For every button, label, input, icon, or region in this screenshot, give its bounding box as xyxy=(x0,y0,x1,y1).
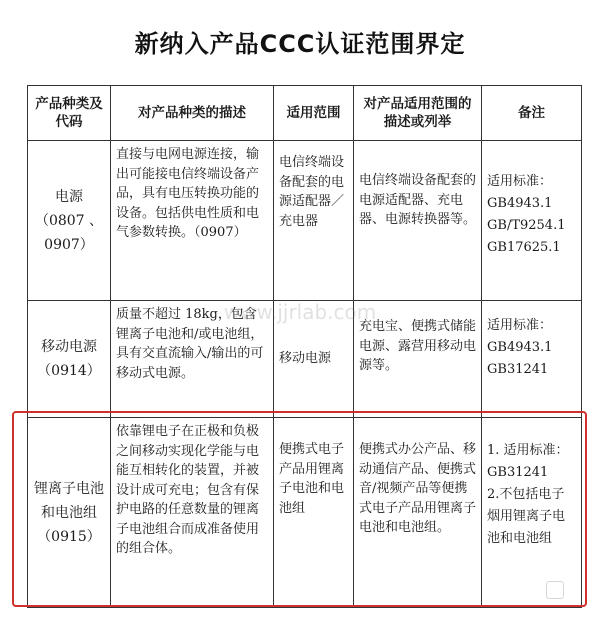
watermark-text: www.jjrlab.com xyxy=(223,300,377,324)
row-description: 质量不超过 18kg，包含锂离子电池和/或电池组，具有交直流输入/输出的可移动式电源。 xyxy=(111,301,274,418)
ccc-scope-table xyxy=(27,85,582,608)
row-category: 锂离子电池和电池组 （0915） xyxy=(28,418,111,608)
row-scope-detail: 电信终端设备配套的电源适配器、充电器、电源转换器等。 xyxy=(354,141,482,301)
table-row xyxy=(28,301,582,418)
table-row xyxy=(28,418,582,608)
row-notes: 适用标准： GB4943.1 GB/T9254.1 GB17625.1 xyxy=(482,141,582,301)
row-scope-detail: 充电宝、便携式储能电源、露营用移动电源等。 xyxy=(354,301,482,418)
header-notes: 备注 xyxy=(482,86,582,141)
row-scope: 电信终端设备配套的电源适配器／充电器 xyxy=(274,141,354,301)
document-title: 新纳入产品CCC认证范围界定 xyxy=(134,30,466,58)
corner-logo-icon xyxy=(546,581,564,599)
row-scope: 便携式电子产品用锂离子电池和电池组 xyxy=(274,418,354,608)
header-scope-detail: 对产品适用范围的描述或列举 xyxy=(354,86,482,141)
row-category: 电源 （0807 、 0907） xyxy=(28,141,111,301)
row-category: 移动电源 （0914） xyxy=(28,301,111,418)
header-scope: 适用范围 xyxy=(274,86,354,141)
row-notes: 1. 适用标准： GB31241 2.不包括电子烟用锂离子电池和电池组 xyxy=(482,418,582,608)
row-scope-detail: 便携式办公产品、移动通信产品、便携式音/视频产品等便携式电子产品用锂离子电池和电池组。 xyxy=(354,418,482,608)
header-category: 产品种类及代码 xyxy=(28,86,111,141)
row-notes: 适用标准： GB4943.1 GB31241 xyxy=(482,301,582,418)
row-scope: 移动电源 xyxy=(274,301,354,418)
header-description: 对产品种类的描述 xyxy=(111,86,274,141)
table-header-row xyxy=(28,86,582,141)
table-row xyxy=(28,141,582,301)
row-description: 依靠锂电子在正极和负极之间移动实现化学能与电能互相转化的装置，并被设计成可充电；包含有保护电路的任意数量的锂离子电池组合而成准备使用的组合体。 xyxy=(111,418,274,608)
row-description: 直接与电网电源连接，输出可能接电信终端设备产品，具有电压转换功能的设备。包括供电性质和电气参数转换。（0907） xyxy=(111,141,274,301)
